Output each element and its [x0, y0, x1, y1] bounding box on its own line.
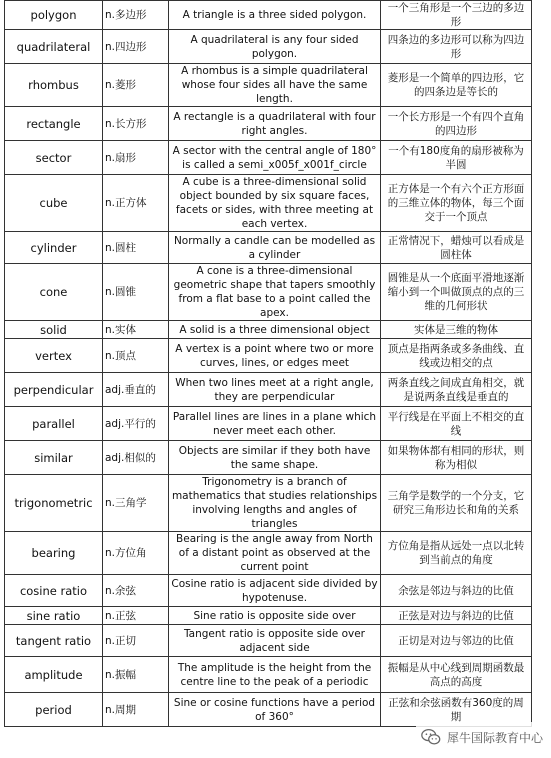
part-of-speech-cell: n.三角学: [103, 475, 169, 532]
term-cell: cone: [5, 264, 103, 321]
wechat-icon: [420, 726, 442, 748]
definition-cell: A quadrilateral is any four sided polygon.: [169, 30, 381, 64]
term-cell: tangent ratio: [5, 625, 103, 657]
definition-cell: A rhombus is a simple quadrilateral whose four sides all have the same length.: [169, 64, 381, 107]
part-of-speech-cell: n.扇形: [103, 141, 169, 175]
table-row: [5, 339, 532, 373]
definition-cell: Tangent ratio is opposite side over adjacent side: [169, 625, 381, 657]
definition-cell: Trigonometry is a branch of mathematics that studies relationships involving lengths and angles of triangles: [169, 475, 381, 532]
part-of-speech-cell: n.振幅: [103, 657, 169, 693]
part-of-speech-cell: n.顶点: [103, 339, 169, 373]
chinese-translation-cell: 三角学是数学的一个分支，它研究三角形边长和角的关系: [381, 475, 532, 532]
definition-cell: A rectangle is a quadrilateral with four right angles.: [169, 107, 381, 141]
chinese-translation-cell: 四条边的多边形可以称为四边形: [381, 30, 532, 64]
table-row: [5, 321, 532, 339]
part-of-speech-cell: n.正切: [103, 625, 169, 657]
vocabulary-table: [4, 0, 532, 727]
chinese-translation-cell: 顶点是指两条或多条曲线、直线或边相交的点: [381, 339, 532, 373]
chinese-translation-cell: 正弦是对边与斜边的比值: [381, 607, 532, 625]
chinese-translation-cell: 正常情况下，蜡烛可以看成是圆柱体: [381, 232, 532, 264]
chinese-translation-cell: 两条直线之间成直角相交，就是说两条直线是垂直的: [381, 373, 532, 407]
chinese-translation-cell: 菱形是一个简单的四边形，它的四条边是等长的: [381, 64, 532, 107]
table-row: [5, 264, 532, 321]
table-row: [5, 141, 532, 175]
definition-cell: A vertex is a point where two or more curves, lines, or edges meet: [169, 339, 381, 373]
table-row: [5, 625, 532, 657]
vocabulary-table-body: [5, 1, 532, 727]
chinese-translation-cell: 如果物体都有相同的形状，则称为相似: [381, 441, 532, 475]
table-row: [5, 64, 532, 107]
chinese-translation-cell: 正切是对边与邻边的比值: [381, 625, 532, 657]
definition-cell: Sine or cosine functions have a period of 360°: [169, 693, 381, 727]
table-row: [5, 175, 532, 232]
part-of-speech-cell: adj.平行的: [103, 407, 169, 441]
term-cell: vertex: [5, 339, 103, 373]
definition-cell: A solid is a three dimensional object: [169, 321, 381, 339]
table-row: [5, 407, 532, 441]
table-row: [5, 30, 532, 64]
definition-cell: A triangle is a three sided polygon.: [169, 1, 381, 30]
definition-cell: A cone is a three-dimensional geometric shape that tapers smoothly from a flat base to a point called the apex.: [169, 264, 381, 321]
term-cell: cosine ratio: [5, 575, 103, 607]
table-row: [5, 475, 532, 532]
term-cell: trigonometric: [5, 475, 103, 532]
term-cell: rectangle: [5, 107, 103, 141]
definition-cell: Normally a candle can be modelled as a cylinder: [169, 232, 381, 264]
term-cell: rhombus: [5, 64, 103, 107]
part-of-speech-cell: n.正弦: [103, 607, 169, 625]
chinese-translation-cell: 实体是三维的物体: [381, 321, 532, 339]
part-of-speech-cell: n.多边形: [103, 1, 169, 30]
chinese-translation-cell: 一个三角形是一个三边的多边形: [381, 1, 532, 30]
part-of-speech-cell: n.菱形: [103, 64, 169, 107]
term-cell: period: [5, 693, 103, 727]
term-cell: similar: [5, 441, 103, 475]
part-of-speech-cell: n.圆锥: [103, 264, 169, 321]
term-cell: sector: [5, 141, 103, 175]
definition-cell: When two lines meet at a right angle, they are perpendicular: [169, 373, 381, 407]
definition-cell: A cube is a three-dimensional solid object bounded by six square faces, facets or sides, with three meeting at each vertex.: [169, 175, 381, 232]
table-row: [5, 575, 532, 607]
part-of-speech-cell: n.圆柱: [103, 232, 169, 264]
definition-cell: The amplitude is the height from the centre line to the peak of a periodic: [169, 657, 381, 693]
definition-cell: Sine ratio is opposite side over: [169, 607, 381, 625]
table-row: [5, 657, 532, 693]
term-cell: cube: [5, 175, 103, 232]
table-row: [5, 607, 532, 625]
definition-cell: A sector with the central angle of 180° is called a semi_x005f_x001f_circle: [169, 141, 381, 175]
part-of-speech-cell: n.实体: [103, 321, 169, 339]
term-cell: parallel: [5, 407, 103, 441]
chinese-translation-cell: 正方体是一个有六个正方形面的三维立体的物体，每三个面交于一个顶点: [381, 175, 532, 232]
definition-cell: Objects are similar if they both have the same shape.: [169, 441, 381, 475]
term-cell: sine ratio: [5, 607, 103, 625]
term-cell: solid: [5, 321, 103, 339]
term-cell: perpendicular: [5, 373, 103, 407]
part-of-speech-cell: n.方位角: [103, 532, 169, 575]
table-row: [5, 532, 532, 575]
term-cell: bearing: [5, 532, 103, 575]
table-row: [5, 232, 532, 264]
term-cell: polygon: [5, 1, 103, 30]
chinese-translation-cell: 一个有180度角的扇形被称为半圆: [381, 141, 532, 175]
term-cell: amplitude: [5, 657, 103, 693]
chinese-translation-cell: 方位角是指从远处一点以北转到当前点的角度: [381, 532, 532, 575]
term-cell: cylinder: [5, 232, 103, 264]
part-of-speech-cell: n.余弦: [103, 575, 169, 607]
chinese-translation-cell: 余弦是邻边与斜边的比值: [381, 575, 532, 607]
chinese-translation-cell: 振幅是从中心线到周期函数最高点的高度: [381, 657, 532, 693]
part-of-speech-cell: adj.垂直的: [103, 373, 169, 407]
part-of-speech-cell: adj.相似的: [103, 441, 169, 475]
watermark: [416, 722, 547, 752]
part-of-speech-cell: n.周期: [103, 693, 169, 727]
chinese-translation-cell: 平行线是在平面上不相交的直线: [381, 407, 532, 441]
term-cell: quadrilateral: [5, 30, 103, 64]
table-row: [5, 441, 532, 475]
table-row: [5, 373, 532, 407]
part-of-speech-cell: n.四边形: [103, 30, 169, 64]
table-row: [5, 107, 532, 141]
definition-cell: Bearing is the angle away from North of a distant point as observed at the current point: [169, 532, 381, 575]
watermark-text: 犀牛国际教育中心: [446, 730, 543, 745]
part-of-speech-cell: n.正方体: [103, 175, 169, 232]
chinese-translation-cell: 圆锥是从一个底面平滑地逐渐缩小到一个叫做顶点的点的三维的几何形状: [381, 264, 532, 321]
definition-cell: Cosine ratio is adjacent side divided by hypotenuse.: [169, 575, 381, 607]
definition-cell: Parallel lines are lines in a plane which never meet each other.: [169, 407, 381, 441]
part-of-speech-cell: n.长方形: [103, 107, 169, 141]
chinese-translation-cell: 正弦和余弦函数有360度的周期: [381, 693, 532, 727]
chinese-translation-cell: 一个长方形是一个有四个直角的四边形: [381, 107, 532, 141]
table-row: [5, 1, 532, 30]
